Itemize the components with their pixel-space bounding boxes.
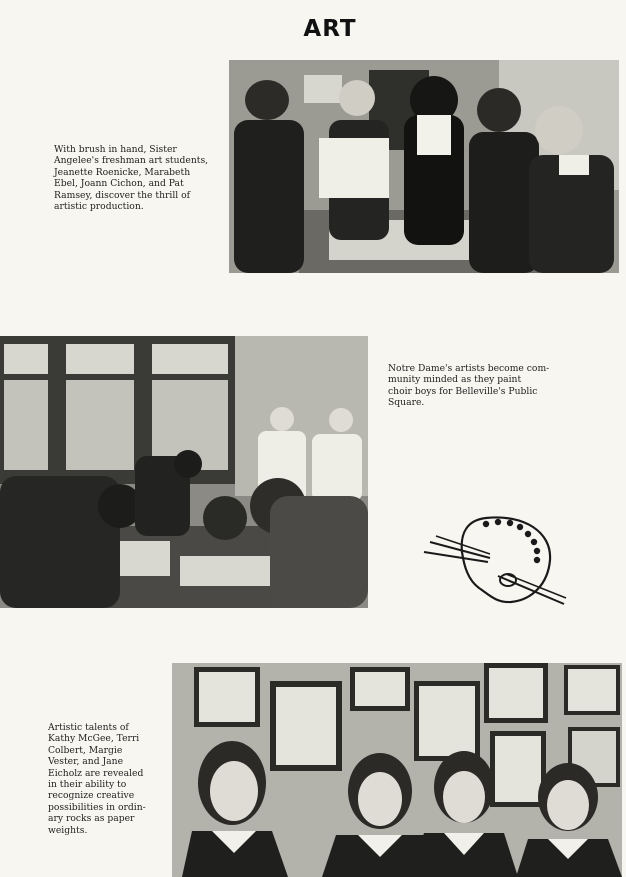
photo-four-students-portrait (172, 663, 622, 877)
photo-scene-painting (0, 336, 368, 608)
photo-choir-boy-painting (0, 336, 368, 608)
photo-scene-portrait (172, 663, 622, 877)
photo-scene-classroom (229, 60, 619, 273)
caption-freshman-art: With brush in hand, Sister Angelee's freshman art students, Jeanette Roenicke, Marabeth Ebel, Joann Cichon, and Pat Ramsey, discover the thrill of artistic production. (54, 144, 209, 213)
page-title: ART (303, 16, 357, 42)
caption-choir-boys: Notre Dame's artists become com- munity minded as they paint choir boys for Belleville's Public Square. (388, 363, 550, 409)
artist-palette-icon (416, 510, 571, 610)
photo-freshman-art-students (229, 60, 619, 273)
caption-paper-weights: Artistic talents of Kathy McGee, Terri Colbert, Margie Vester, and Jane Eicholz are revealed in their ability to recognize creative possibilities in ordin- ary rocks as paper weights. (48, 722, 146, 836)
